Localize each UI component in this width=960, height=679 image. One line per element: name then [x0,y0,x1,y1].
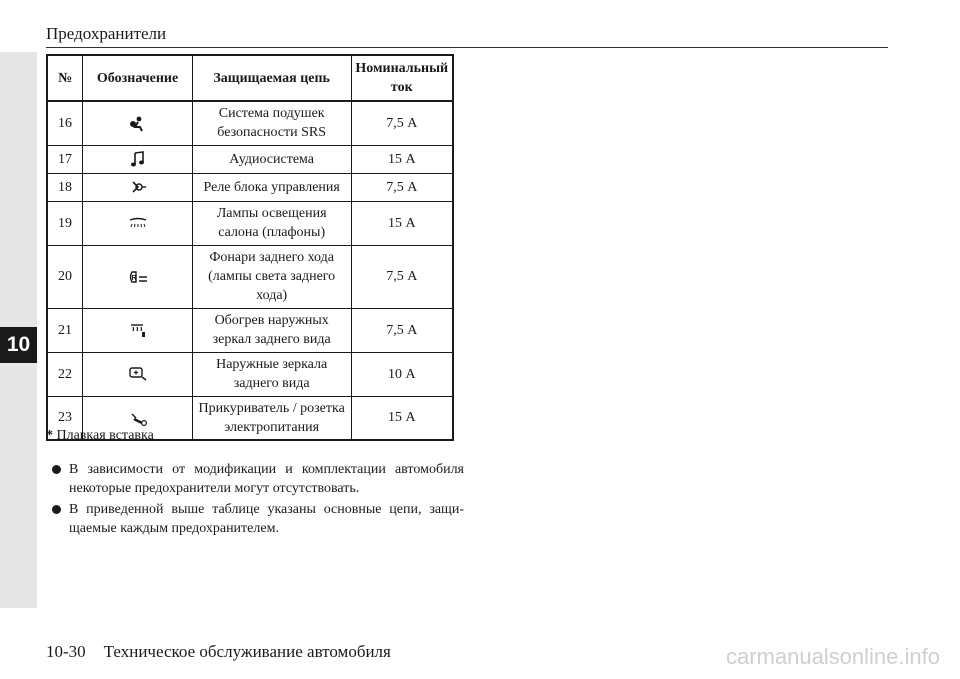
table-row [47,101,453,145]
page-footer [46,642,391,662]
fuse-rating: 7,5 А [351,245,453,308]
table-row [47,201,453,245]
footnote [46,428,154,444]
fuse-circuit: Прикуриватель / розетка электропитания [192,396,351,440]
fuse-number: 21 [47,308,83,352]
bullet-icon [52,460,69,498]
cigarette-lighter-icon [127,409,149,427]
fuse-number: 19 [47,201,83,245]
fuse-number: 23 [47,396,83,440]
col-header-symbol: Обозначение [83,55,193,101]
fuse-number: 22 [47,352,83,396]
fuse-rating: 15 А [351,201,453,245]
fuse-rating: 7,5 А [351,308,453,352]
room-lamp-icon [127,214,149,232]
fuse-circuit: Наружные зеркала заднего вида [192,352,351,396]
svg-text:R: R [131,274,137,282]
table-row [47,173,453,201]
audio-icon [127,150,149,168]
footer-title: Техническое обслуживание автомобиля [103,642,391,661]
list-item [52,500,464,538]
notes-list [52,460,464,540]
col-header-rating: Номинальный ток [351,55,453,101]
fuse-number: 16 [47,101,83,145]
page-number: 10-30 [46,642,86,661]
fuse-rating: 7,5 А [351,173,453,201]
mirror-heater-icon [127,321,149,339]
fuse-number: 18 [47,173,83,201]
fuse-circuit: Аудиосистема [192,145,351,173]
fuse-circuit: Обогрев наружных зеркал заднего вида [192,308,351,352]
fuse-circuit: Реле блока управления [192,173,351,201]
watermark: carmanualsonline.info [725,644,940,669]
footnote-star: * [46,428,53,443]
bullet-icon [52,500,69,538]
table-row [47,245,453,308]
fuse-rating: 15 А [351,145,453,173]
fuse-circuit: Система подушек безопасности SRS [192,101,351,145]
fuse-number: 17 [47,145,83,173]
fuse-number: 20 [47,245,83,308]
table-row [47,145,453,173]
note-text: В приведенной выше таблице указаны основные цепи, защи-щаемые каждым предохранителем. [69,502,464,536]
airbag-icon [127,115,149,133]
page-header-title: Предохранители [46,24,167,43]
control-relay-icon [127,178,149,196]
footnote-text: Плавкая вставка [53,428,154,443]
list-item [52,460,464,498]
outside-mirror-icon [127,365,149,383]
fuse-rating: 7,5 А [351,101,453,145]
table-header-row [47,55,453,101]
reverse-lamp-icon [127,268,149,286]
fuse-rating: 10 А [351,352,453,396]
header-divider [46,47,888,48]
note-text: В зависимости от модификации и комплектации автомобиля некоторые предохранители могут отсутствовать. [69,462,464,496]
col-header-number: № [47,55,83,101]
fuse-rating: 15 А [351,396,453,440]
fuse-table [46,54,454,441]
table-row [47,352,453,396]
chapter-tab: 10 [0,327,37,363]
fuse-circuit: Фонари заднего хода (лампы света заднего хода) [192,245,351,308]
table-row [47,308,453,352]
col-header-circuit: Защищаемая цепь [192,55,351,101]
fuse-circuit: Лампы освещения салона (плафоны) [192,201,351,245]
